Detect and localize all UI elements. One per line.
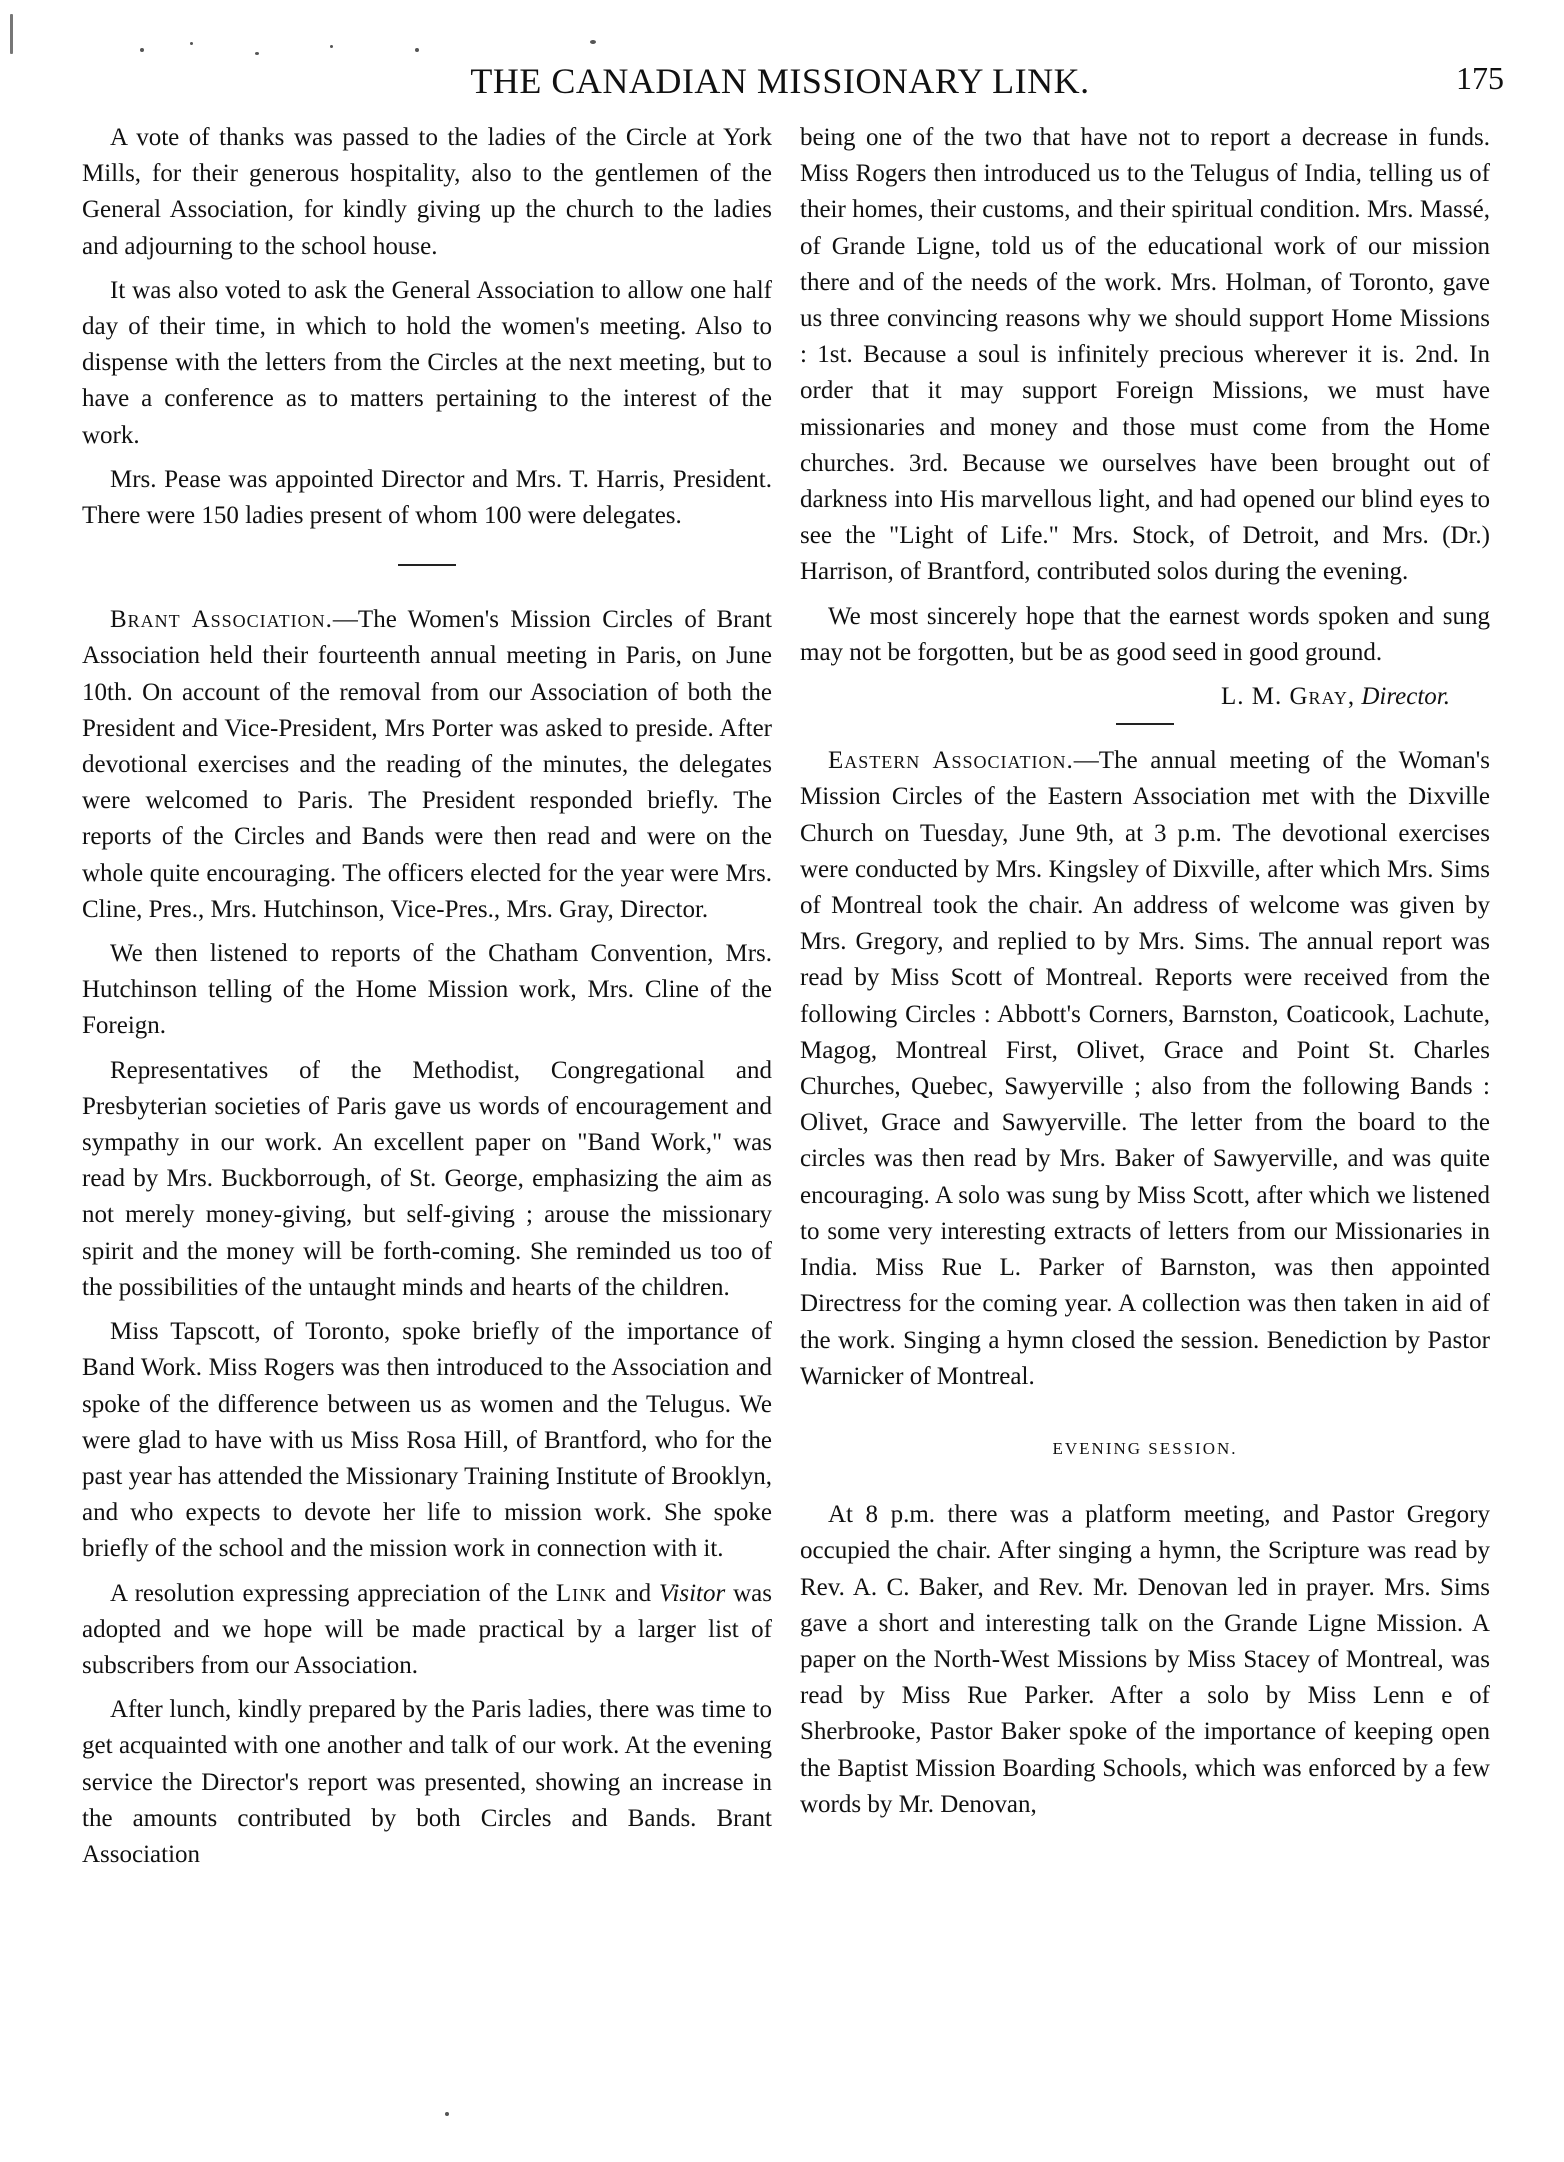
running-title: THE CANADIAN MISSIONARY LINK. xyxy=(470,61,1090,101)
paragraph-text: was adopted and we hope will be made practical by a larger list of subscribers from our Association. xyxy=(82,1579,772,1679)
section-divider xyxy=(1116,723,1174,725)
signature-title: Director. xyxy=(1361,683,1450,711)
paragraph-text: and xyxy=(607,1579,659,1607)
print-speck xyxy=(330,45,333,48)
section-heading-eastern: Eastern Association. xyxy=(828,747,1074,775)
right-column xyxy=(800,120,1490,1831)
signature xyxy=(800,679,1490,715)
paragraph: At 8 p.m. there was a platform meeting, and Pastor Gregory occupied the chair. After singing a hymn, the Scripture was read by Rev. A. C. Baker, and Rev. Mr. Denovan led in prayer. Mrs. Sims gave a short and interesting talk on the Grande Ligne Mission. A paper on the North-West Missions by Miss Stacey of Montreal, was read by Miss Rue Parker. After a solo by Miss Lenn e of Sherbrooke, Pastor Baker spoke of the importance of keeping open the Baptist Mission Boarding Schools, which was enforced by a few words by Mr. Denovan, xyxy=(800,1501,1490,1818)
visitor-title: Visitor xyxy=(659,1579,726,1607)
section-divider xyxy=(398,564,456,566)
paragraph: being one of the two that have not to report a decrease in funds. Miss Rogers then introduced us to the Telugus of India, telling us of their homes, their customs, and their spiritual condition. Mrs. Massé, of Grande Ligne, told us of the educational work of our mission there and of the needs of the work. Mrs. Holman, of Toronto, gave us three convincing reasons why we should support Home Missions : 1st. Because a soul is infinitely precious wherever it is. 2nd. In order that it may support Foreign Missions, we must have missionaries and money and those must come from the Home churches. 3rd. Because we ourselves have been brought out of darkness into His marvellous light, and had opened our blind eyes to see the "Light of Life." Mrs. Stock, of Detroit, and Mrs. (Dr.) Harrison, of Brantford, contributed solos during the evening. xyxy=(800,124,1490,586)
paragraph: After lunch, kindly prepared by the Paris ladies, there was time to get acquainted with one another and talk of our work. At the evening service the Director's report was presented, showing an increase in the amounts contributed by both Circles and Bands. Brant Association xyxy=(82,1696,772,1868)
print-speck xyxy=(445,2112,449,2116)
page-header xyxy=(0,60,1564,110)
paragraph: Mrs. Pease was appointed Director and Mrs. T. Harris, President. There were 150 ladies present of whom 100 were delegates. xyxy=(82,465,772,530)
paragraph-text: —The Women's Mission Circles of Brant Association held their fourteenth annual meeting in Paris, on June 10th. On account of the removal from our Association of both the President and Vice-President, Mrs Porter was asked to preside. After devotional exercises and the reading of the minutes, the delegates were welcomed to Paris. The President responded briefly. The reports of the Circles and Bands were then read and were on the whole quite encouraging. The officers elected for the year were Mrs. Cline, Pres., Mrs. Hutchinson, Vice-Pres., Mrs. Gray, Director. xyxy=(82,606,772,923)
paragraph: We then listened to reports of the Chatham Convention, Mrs. Hutchinson telling of the Home Mission work, Mrs. Cline of the Foreign. xyxy=(82,940,772,1040)
paragraph-text: —The annual meeting of the Woman's Mission Circles of the Eastern Association met with the Dixville Church on Tuesday, June 9th, at 3 p.m. The devotional exercises were conducted by Mrs. Kingsley of Dixville, after which Mrs. Sims of Montreal took the chair. An address of welcome was given by Mrs. Gregory, and replied to by Mrs. Sims. The annual report was read by Miss Scott of Montreal. Reports were received from the following Circles : Abbott's Corners, Barnston, Coaticook, Lachute, Magog, Montreal First, Olivet, Grace and Point St. Charles Churches, Quebec, Sawyerville ; also from the following Bands : Olivet, Grace and Sawyerville. The letter from the board to the circles was then read by Mrs. Baker of Sawyerville, and was quite encouraging. A solo was sung by Miss Scott, after which we listened to some very interesting extracts of letters from our Missionaries in India. Miss Rue L. Parker of Barnston, was then appointed Directress for the coming year. A collection was then taken in aid of the work. Singing a hymn closed the session. Benediction by Pastor Warnicker of Montreal. xyxy=(800,747,1490,1390)
print-speck xyxy=(190,42,193,45)
evening-session-heading: EVENING SESSION. xyxy=(1052,1438,1238,1458)
section-heading-brant: Brant Association. xyxy=(110,606,333,634)
paragraph: We most sincerely hope that the earnest words spoken and sung may not be forgotten, but be as good seed in good ground. xyxy=(800,602,1490,666)
print-speck xyxy=(10,14,13,54)
eastern-association-paragraph xyxy=(800,743,1490,1395)
left-column xyxy=(82,120,772,1881)
print-speck xyxy=(255,52,259,55)
paragraph: Miss Tapscott, of Toronto, spoke briefly of the importance of Band Work. Miss Rogers was then introduced to the Association and spoke of the difference between us as women and the Telugus. We were glad to have with us Miss Rosa Hill, of Brantford, who for the past year has attended the Missionary Training Institute of Brooklyn, and who expects to devote her life to mission work. She spoke briefly of the school and the mission work in connection with it. xyxy=(82,1318,772,1563)
link-title: Link xyxy=(555,1579,608,1607)
paragraph: A vote of thanks was passed to the ladies of the Circle at York Mills, for their generous hospitality, also to the gentlemen of the General Association, for kindly giving up the church to the ladies and adjourning to the school house. xyxy=(82,124,772,260)
print-speck xyxy=(415,48,419,52)
paragraph-text: A resolution expressing appreciation of the xyxy=(110,1579,556,1607)
brant-association-paragraph xyxy=(82,602,772,928)
paragraph: It was also voted to ask the General Association to allow one half day of their time, in which to hold the women's meeting. Also to dispense with the letters from the Circles at the next meeting, but to have a conference as to matters pertaining to the interest of the work. xyxy=(82,276,772,449)
print-speck xyxy=(590,40,596,44)
print-speck xyxy=(140,48,144,52)
resolution-paragraph xyxy=(82,1576,772,1685)
paragraph: Representatives of the Methodist, Congregational and Presbyterian societies of Paris gave us words of encouragement and sympathy in our work. An excellent paper on "Band Work," was read by Mrs. Buckborrough, of St. George, emphasizing the aim as not merely money-giving, but self-giving ; arouse the missionary spirit and the money will be forth-coming. She reminded us too of the possibilities of the untaught minds and hearts of the children. xyxy=(82,1056,772,1301)
page-number: 175 xyxy=(1456,60,1504,96)
signature-name: L. M. Gray, xyxy=(1220,683,1356,711)
